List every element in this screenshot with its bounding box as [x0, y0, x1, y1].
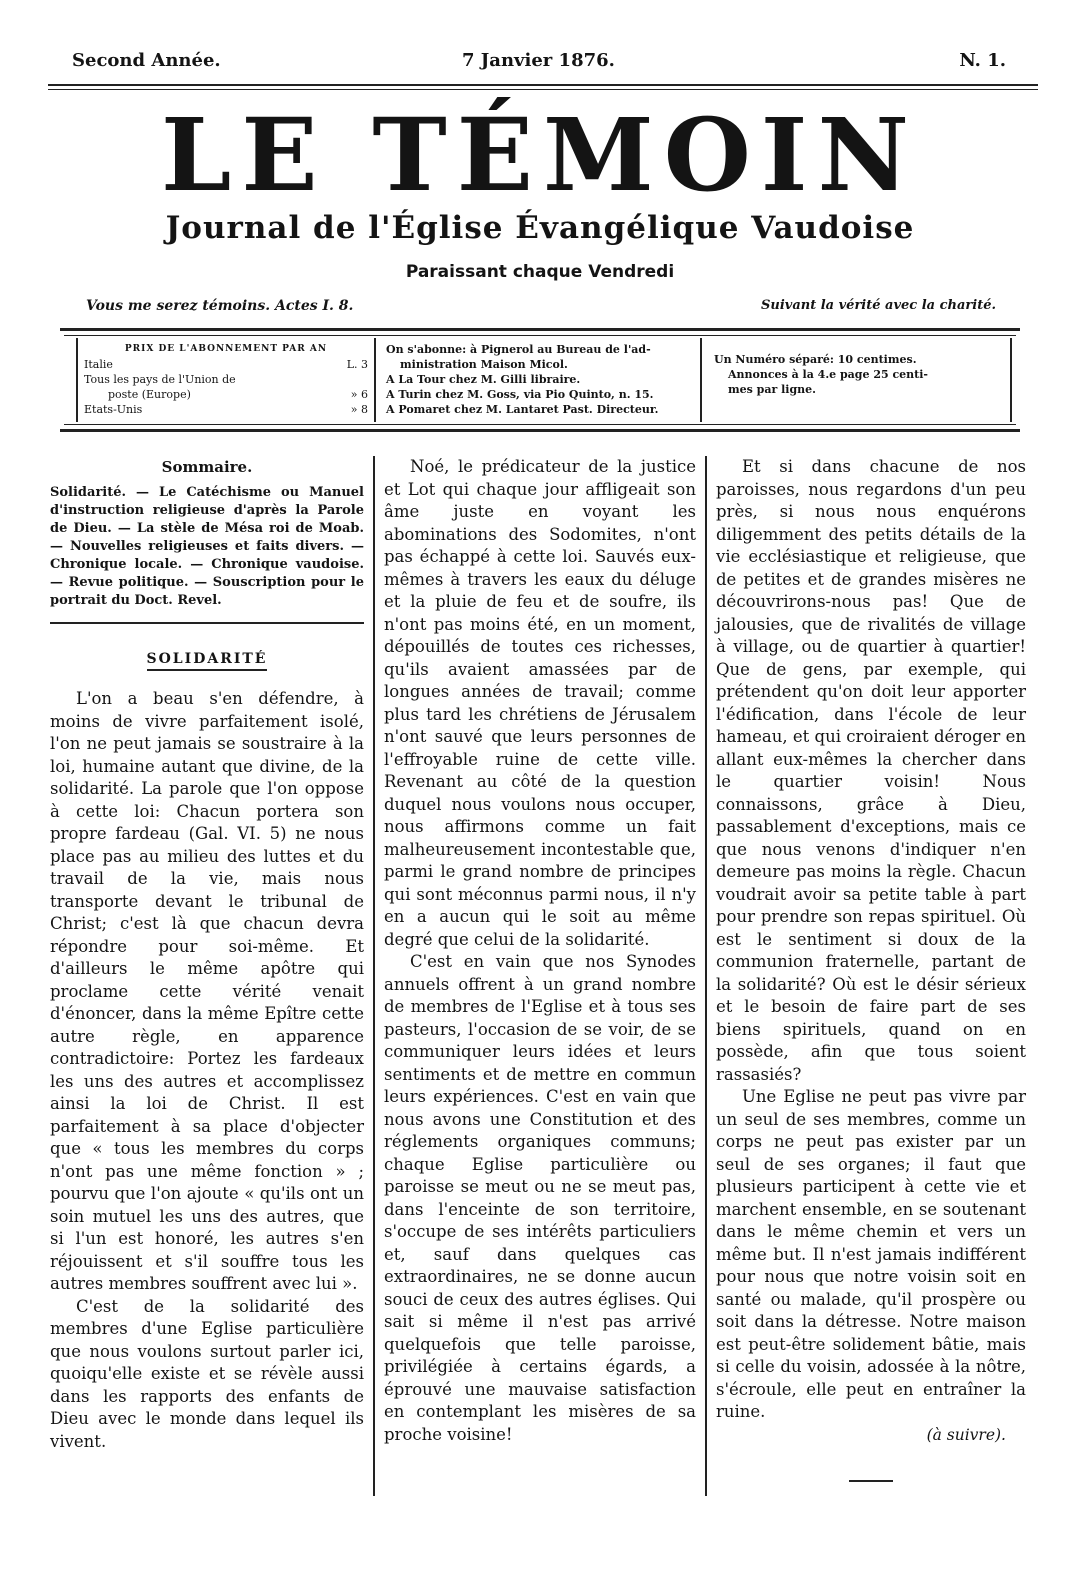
issue-info-line: [72, 50, 1032, 76]
section-separator: [50, 622, 364, 624]
masthead-subtitle: Journal de l'Église Évangélique Vaudoise: [165, 210, 915, 246]
issue-number: N. 1.: [959, 50, 1006, 71]
location-line: On s'abonne: à Pignerol au Bureau de l'ad-: [386, 343, 651, 356]
ads-price: Annonces à la 4.e page 25 centi-: [728, 368, 928, 381]
article-title: SOLIDARITÉ: [50, 648, 364, 670]
article-paragraph: Et si dans chacune de nos paroisses, nous regardons d'un peu près, si nous nous enquérons diligemment des petits détails de la vie ecclésiastique et religieuse, que de petites et de grandes misères ne découvrirons-nous pas! Que de jalousies, que de rivalités de village à village, ou de quartier à quartier! Que de gens, par exemple, qui prétendent qu'on doit leur apporter l'édification, dans l'école de leur hameau, et qui croiraient déroger en allant eux-mêmes la chercher dans le quartier voisin! Nous connaissons, grâce à Dieu, passablement d'exceptions, mais ce que nous venons d'indiquer n'en demeure pas moins la règle. Chacun voudrait avoir sa petite table à part pour prendre son repas spirituel. Où est le sentiment si doux de la communion fraternelle, partant de la solidarité? Où est le désir sérieux et le besoin de faire part de ses biens spirituels, quand on en possède, afin que tous soient rassasiés?: [716, 457, 1026, 1084]
single-issue-price: Un Numéro séparé: 10 centimes.: [714, 353, 917, 366]
column-divider: [373, 456, 375, 1496]
price-row: poste (Europe) » 6: [108, 388, 368, 401]
single-issue-info: [706, 338, 1012, 422]
column-3: [716, 456, 1026, 1482]
location-line: A Pomaret chez M. Lantaret Past. Directeur.: [386, 403, 659, 416]
header-rule: [48, 84, 1038, 86]
column-divider: [705, 456, 707, 1496]
column-2: [384, 456, 696, 1446]
price-list-heading: PRIX DE L'ABONNEMENT PAR AN: [124, 344, 328, 354]
article-paragraph: Noé, le prédicateur de la justice et Lot qui chaque jour affligeait son âme juste en voyant les abominations des Sodomites, n'ont pas échappé à cette loi. Sauvés eux-mêmes à travers les eaux du déluge et la pluie de feu et de soufre, ils n'ont pas moins été, en un moment, dépouillés de toutes ces richesses, qu'ils avaient amassées par de longues années de travail; comme plus tard les chrétiens de Jérusalem n'ont sauvé que leurs personnes de l'effroyable ruine de cette ville. Revenant au côté de la question duquel nous voulons nous occuper, nous affirmons comme un fait malheureusement incontestable que, parmi le grand nombre de principes qui sont méconnus parmi nous, il n'y en a aucun qui le soit au même degré que celui de la solidarité.: [384, 457, 696, 949]
sommaire-text: Solidarité. — Le Catéchisme ou Manuel d'instruction religieuse d'après la Parole de Dieu. — La stèle de Mésa roi de Moab. — Nouvelles religieuses et faits divers. — Chronique locale. — Chronique vaudoise. — Revue politique. — Souscription pour le portrait du Doct. Revel.: [50, 485, 364, 608]
location-line: A La Tour chez M. Gilli libraire.: [386, 373, 581, 386]
issue-year: Second Année.: [72, 50, 221, 71]
ads-price-cont: mes par ligne.: [728, 383, 816, 396]
location-line: ministration Maison Micol.: [400, 358, 568, 371]
issue-date: 7 Janvier 1876.: [462, 50, 615, 71]
price-list: [76, 338, 376, 422]
price-row: Italie L. 3: [84, 358, 368, 371]
motto-left: Vous me serez témoins. Actes I. 8.: [86, 298, 354, 314]
continued-note: (à suivre).: [926, 1425, 1006, 1444]
article-paragraph: L'on a beau s'en défendre, à moins de vivre parfaitement isolé, l'on ne peut jamais se soustraire à la loi, humaine autant que divine, de la solidarité. La parole que l'on oppose à cette loi: Chacun portera son propre fardeau (Gal. VI. 5) ne nous place pas au milieu des luttes et du travail de la vie, mais nous transporte devant le tribunal de Christ; c'est là que chacun devra répondre pour soi-même. Et d'ailleurs le même apôtre qui proclame cette vérité venait d'énoncer, dans la même Epître cette autre règle, en apparence contradictoire: Portez les fardeaux les uns des autres et accomplissez ainsi la loi de Christ. Il est parfaitement à sa place d'objecter que « tous les membres du corps n'ont pas une même fonction » ; pourvu que l'on ajoute « qu'ils ont un soin mutuel les uns des autres, que si l'un est honoré, les autres s'en réjouissent et s'il souffre tous les autres membres souffrent avec lui ».: [50, 689, 364, 1293]
sommaire-title: Sommaire.: [161, 458, 253, 476]
article-paragraph: Une Eglise ne peut pas vivre par un seul de ses membres, comme un corps ne peut pas exister par un seul de ses organes; il faut que plusieurs participent à cette vie et marchent ensemble, en se soutenant dans le même chemin et vers un même but. Il n'est jamais indifférent pour nous que notre voisin soit en santé ou malade, qu'il prospère ou soit dans la détresse. Notre maison est peut-être solidement bâtie, mais si celle du voisin, adossée à la nôtre, s'écroule, elle peut en entraîner la ruine.: [716, 1087, 1026, 1421]
article-paragraph: C'est en vain que nos Synodes annuels offrent à un grand nombre de membres de l'Eglise et à tous ses pasteurs, l'occasion de se voir, de se communiquer leurs idées et leurs sentiments et de mettre en commun leurs expériences. C'est en vain que nous avons une Constitution et des réglements organiques communs; chaque Eglise particulière ou paroisse se meut ou ne se meut pas, dans l'enceinte de son territoire, s'occupe de ses intérêts particuliers et, sauf dans quelques cas extraordinaires, ne se donne aucun souci de ceux des autres églises. Qui sait si même il n'est pas arrivé quelquefois que telle paroisse, privilégiée à certains égards, a éprouvé une mauvaise satisfaction en contemplant les misères de sa proche voisine!: [384, 952, 696, 1444]
location-line: A Turin chez M. Goss, via Pio Quinto, n. 15.: [386, 388, 654, 401]
motto-right: Suivant la vérité avec la charité.: [761, 298, 996, 313]
header-rule-thin: [48, 89, 1038, 90]
end-rule: [849, 1480, 893, 1482]
article-paragraph: C'est de la solidarité des membres d'une Eglise particulière que nous voulons surtout parler ici, quoiqu'elle existe et se révèle aussi dans les rapports des enfants de Dieu avec le monde dans lequel ils vivent.: [50, 1296, 364, 1451]
column-1: [50, 456, 364, 1453]
subscription-box: [60, 328, 1020, 432]
price-row: Etats-Unis » 8: [84, 403, 368, 416]
subscription-locations: [380, 338, 702, 422]
publication-frequency: Paraissant chaque Vendredi: [405, 262, 675, 282]
masthead-title: LE TÉMOIN: [161, 96, 919, 214]
price-row: Tous les pays de l'Union de: [84, 373, 236, 386]
